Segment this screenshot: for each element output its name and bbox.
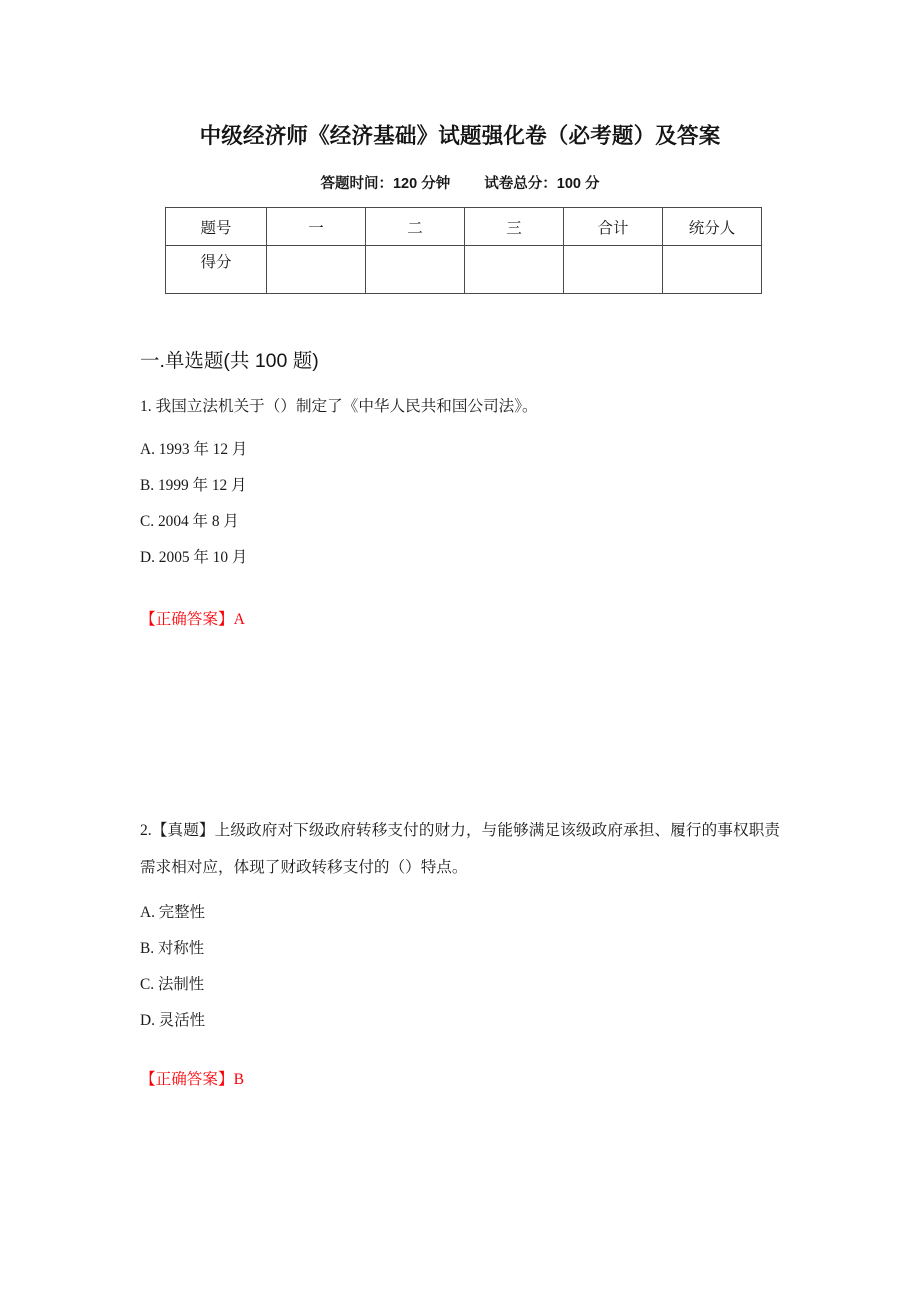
- table-cell-score-2: [366, 246, 465, 294]
- correct-answer: 【正确答案】A: [140, 611, 245, 628]
- table-cell-score-label: 得分: [166, 246, 267, 294]
- table-cell-score-5: [663, 246, 762, 294]
- table-cell-score-3: [465, 246, 564, 294]
- option-d[interactable]: D. 灵活性: [140, 1012, 205, 1029]
- option-b[interactable]: B. 1999 年 12 月: [140, 477, 247, 494]
- page-title: 中级经济师《经济基础》试题强化卷（必考题）及答案: [199, 124, 721, 148]
- table-cell-header-0: 题号: [166, 208, 267, 246]
- option-c[interactable]: C. 法制性: [140, 976, 205, 993]
- question-stem: 2.【真题】上级政府对下级政府转移支付的财力，与能够满足该级政府承担、履行的事权职责需求相对应，体现了财政转移支付的（）特点。: [140, 822, 780, 876]
- table-row-header: [166, 208, 762, 246]
- question-item: [140, 812, 780, 1088]
- exam-total-score-text: 试卷总分：100 分: [484, 176, 600, 192]
- table-cell-header-2: 二: [366, 208, 465, 246]
- option-b[interactable]: B. 对称性: [140, 940, 205, 957]
- table-row-score: [166, 246, 762, 294]
- option-c[interactable]: C. 2004 年 8 月: [140, 513, 239, 530]
- section-heading-single-choice: 一.单选题(共 100 题): [140, 350, 319, 372]
- table-cell-score-1: [267, 246, 366, 294]
- table-cell-header-4: 合计: [564, 208, 663, 246]
- table-cell-header-1: 一: [267, 208, 366, 246]
- correct-answer: 【正确答案】B: [140, 1071, 244, 1088]
- question-stem: 1. 我国立法机关于（）制定了《中华人民共和国公司法》。: [140, 398, 538, 415]
- score-table: [165, 207, 762, 294]
- option-d[interactable]: D. 2005 年 10 月: [140, 549, 248, 566]
- table-cell-header-3: 三: [465, 208, 564, 246]
- question-item: [140, 388, 780, 628]
- table-cell-score-4: [564, 246, 663, 294]
- exam-meta-line: [0, 172, 920, 193]
- question-options: [140, 895, 780, 1039]
- option-a[interactable]: A. 1993 年 12 月: [140, 441, 248, 458]
- exam-time-text: 答题时间：120 分钟: [320, 176, 451, 192]
- option-a[interactable]: A. 完整性: [140, 904, 205, 921]
- table-cell-header-5: 统分人: [663, 208, 762, 246]
- question-options: [140, 432, 780, 576]
